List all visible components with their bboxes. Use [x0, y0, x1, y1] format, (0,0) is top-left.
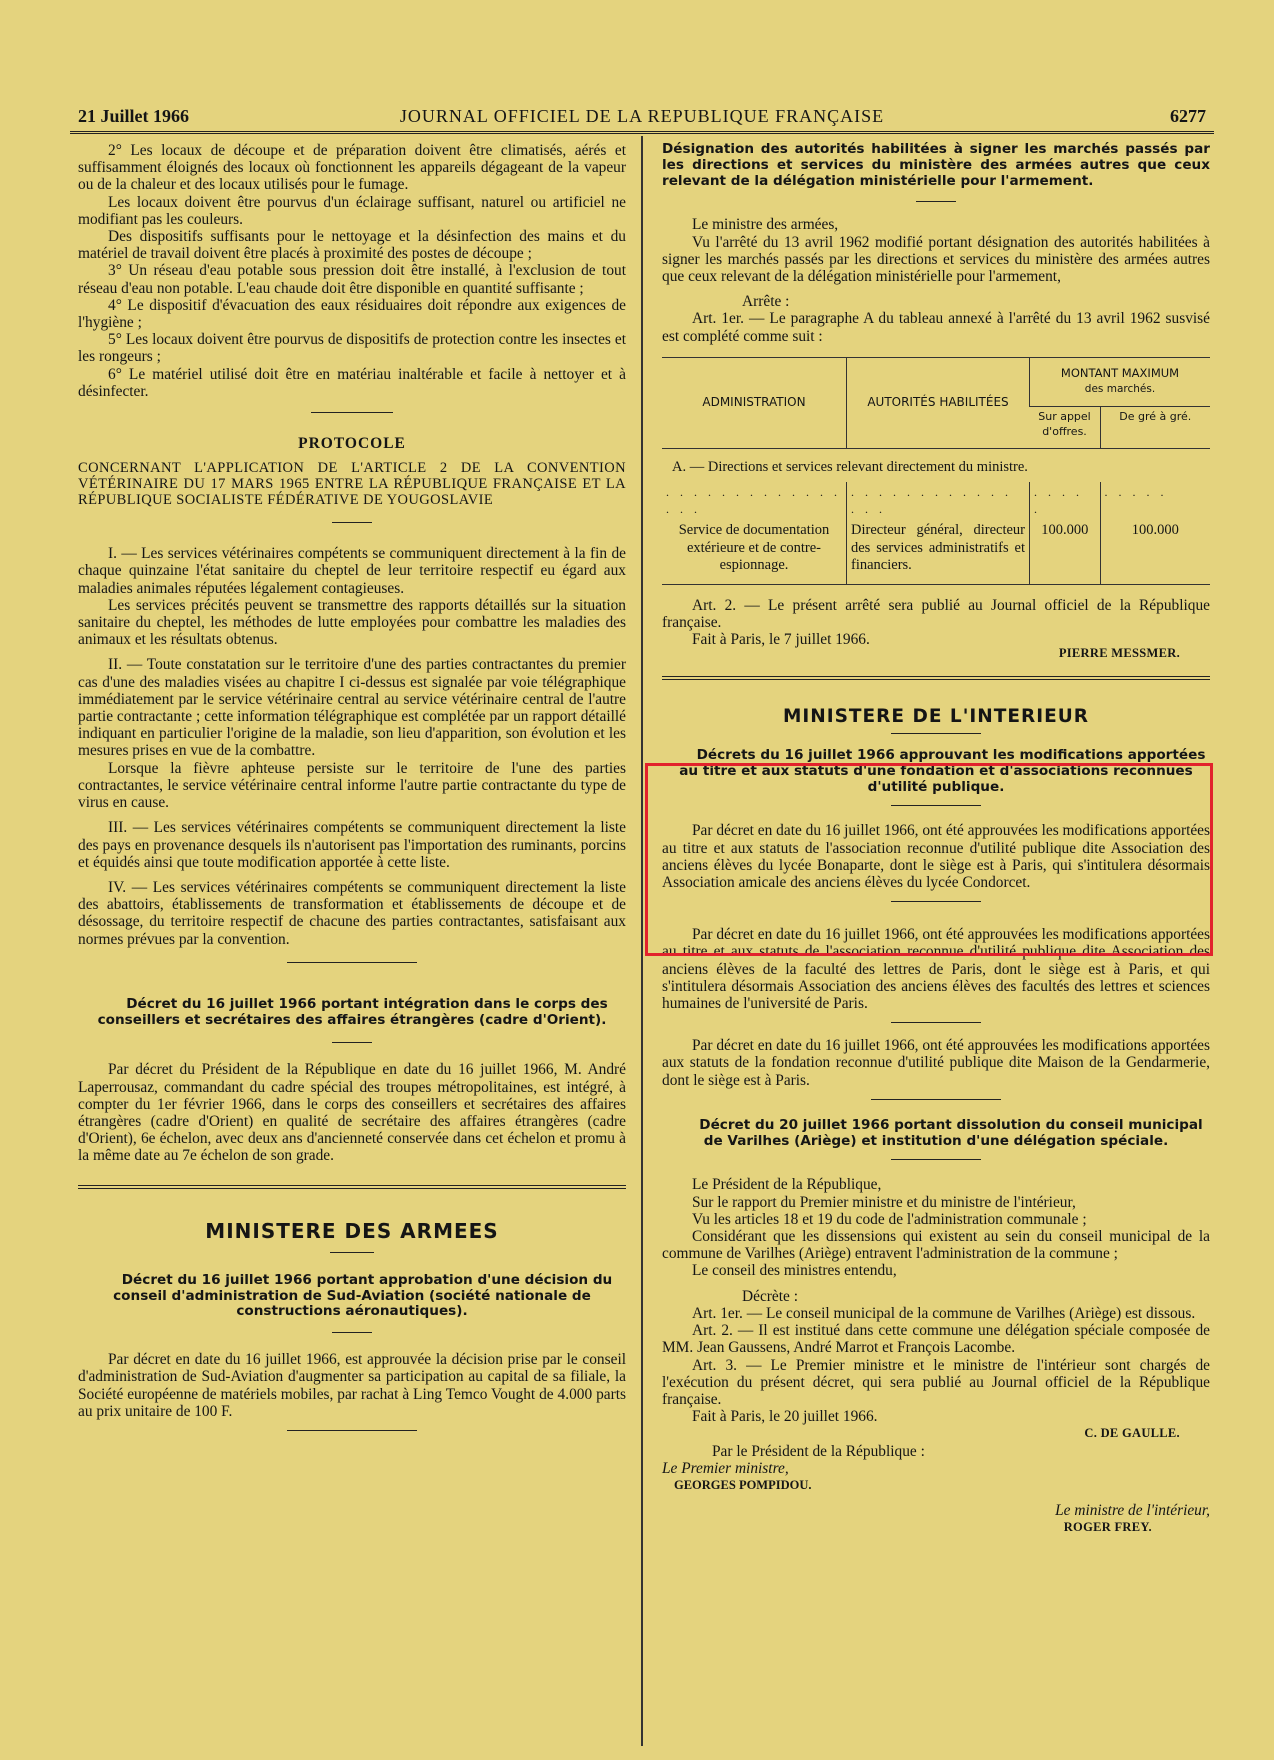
highlight-box — [645, 763, 1213, 956]
arrete-label: Arrête : — [742, 293, 790, 311]
protocole-paragraph: IV. — Les services vétérinaires compétents se communiquent directement la liste des abattoirs, établissements de transformation et établissements de découpe et de désossage, du territoire respectif de chacune des parties contractantes, satisfaisant aux normes prévues par la convention. — [78, 878, 626, 948]
separator — [330, 1252, 374, 1253]
conseil-line: Le conseil des ministres entendu, — [692, 1262, 897, 1280]
separator — [871, 1099, 1001, 1100]
decret-sud-aviation-title: Décret du 16 juillet 1966 portant approbation d'une décision du conseil d'administration de Sud-Aviation (société nationale de constructions aéronautiques). — [113, 1271, 613, 1320]
designation-title: Désignation des autorités habilitées à signer les marchés passés par les directions et services du ministère des armées autres que ceux relevant de la délégation ministérielle pour l'armement. — [662, 141, 1210, 189]
column-divider — [641, 136, 643, 1746]
table-section-a: A. — Directions et services relevant directement du ministre. — [662, 448, 1210, 482]
montant-sublabel: des marchés. — [1084, 382, 1156, 395]
page-header — [78, 106, 1206, 132]
varilhes-art-1: Art. 1er. — Le conseil municipal de la commune de Varilhes (Ariège) est dissous. — [692, 1304, 1196, 1322]
intro-paragraph: 2° Les locaux de découpe et de préparation doivent être climatisés, aérés et suffisamment éloignés des locaux où fonctionnent les appareils dégageant de la vapeur ou de la chaleur et des locaux utilisés pour le fumage. — [78, 142, 626, 194]
fait-paris-1: Fait à Paris, le 7 juillet 1966. — [692, 631, 870, 649]
header-date: 21 Juillet 1966 — [78, 106, 189, 126]
table-header-gre: De gré à gré. — [1100, 407, 1210, 448]
decret-gendarmerie: Par décret en date du 16 juillet 1966, ont été approuvées les modifications apportées aux statuts de la fondation reconnue d'utilité publique dite Maison de la Gendarmerie, dont le siège est à Paris. — [662, 1037, 1210, 1089]
separator — [287, 1430, 417, 1431]
separator — [287, 962, 417, 963]
separator — [332, 1332, 372, 1333]
ministere-armees-title: MINISTERE DES ARMEES — [205, 1218, 499, 1243]
ministere-interieur-title: MINISTERE DE L'INTERIEUR — [782, 705, 1090, 727]
varilhes-art-3: Art. 3. — Le Premier ministre et le ministre de l'intérieur sont chargés de l'exécution du présent décret, qui sera publié au Journal officiel de la République française. — [662, 1356, 1210, 1408]
rapport-line: Sur le rapport du Premier ministre et du ministre de l'intérieur, — [692, 1193, 1076, 1211]
vu-paragraph: Vu l'arrêté du 13 avril 1962 modifié portant désignation des autorités habilitées à signer les marchés passés par les directions et services du ministère des armées autres que ceux relevant de la délégation ministérielle pour l'armement, — [662, 233, 1210, 285]
signature-frey: ROGER FREY. — [1063, 1520, 1152, 1535]
intro-paragraph: 3° Un réseau d'eau potable sous pression doit être installé, à l'exclusion de tout réseau d'eau non potable. L'eau chaude doit être disponible en quantité suffisante ; — [78, 262, 626, 297]
table-row-appel: 100.000 — [1030, 520, 1101, 584]
protocole-paragraph: I. — Les services vétérinaires compétents se communiquent directement à la fin de chaque quinzaine l'état sanitaire du cheptel de leur territoire respectif eu égard aux maladies animales réputées légalement contagieuses. — [78, 545, 626, 597]
signature-pompidou: GEORGES POMPIDOU. — [674, 1477, 812, 1492]
ministre-interieur-line: Le ministre de l'intérieur, — [1055, 1502, 1210, 1520]
varilhes-art-2: Art. 2. — Il est institué dans cette commune une délégation spéciale composée de MM. Jean Gaussens, André Marrot et François Lacombe. — [662, 1322, 1210, 1357]
separator — [891, 733, 981, 734]
separator — [891, 1159, 981, 1160]
table-header-administration: ADMINISTRATION — [662, 357, 847, 448]
separator — [891, 1022, 981, 1023]
decret-varilhes-title: Décret du 20 juillet 1966 portant dissolution du conseil municipal de Varilhes (Ariège) et institution d'une délégation spéciale. — [699, 1116, 1203, 1149]
par-le-president: Par le Président de la République : — [712, 1442, 925, 1460]
intro-paragraph: 6° Le matériel utilisé doit être en matériau inaltérable et facile à nettoyer et à désinfecter. — [78, 365, 626, 400]
vu-articles-line: Vu les articles 18 et 19 du code de l'administration communale ; — [692, 1210, 1087, 1228]
marches-table: ADMINISTRATION AUTORITÉS HABILITÉES MONTANT MAXIMUM des marchés. Sur appel d'offres. De gré à gré. A. — Directions et services relevant directement du ministre. . . . . . . . . . . . . . . . . . . . . . . . . . . . . . . . . . . . . . . . . . Service de documentation extérieure et de contre-espionnage. Directeur général, directeur des services administratifs et financiers. 100.000 100.000 — [662, 357, 1210, 589]
article-2: Art. 2. — Le présent arrêté sera publié au Journal officiel de la République française. — [662, 597, 1210, 632]
decret-integration-title: Décret du 16 juillet 1966 portant intégration dans le corps des conseillers et secrétaires des affaires étrangères (cadre d'Orient). — [97, 995, 608, 1028]
decrete-label: Décrète : — [742, 1287, 798, 1305]
decrets-fondation-title: Décrets du 16 juillet 1966 approuvant les modifications apportées au titre et aux statuts d'une fondation et d'associations reconnues d'utilité publique. — [679, 747, 1206, 795]
protocole-subtitle: CONCERNANT L'APPLICATION DE L'ARTICLE 2 DE LA CONVENTION VÉTÉRINAIRE DU 17 MARS 1965 ENTRE LA RÉPUBLIQUE FRANÇAISE ET LA RÉPUBLIQUE SOCIALISTE FÉDÉRATIVE DE YOUGOSLAVIE — [78, 460, 626, 509]
fait-paris-2: Fait à Paris, le 20 juillet 1966. — [692, 1408, 878, 1426]
protocole-paragraph: Les services précités peuvent se transmettre des rapports détaillés sur la situation sanitaire du cheptel, les méthodes de lutte employées pour combattre les maladies des animaux et les résultats obtenus. — [78, 596, 626, 649]
table-header-appel: Sur appel d'offres. — [1038, 410, 1091, 439]
signature-messmer: PIERRE MESSMER. — [1058, 645, 1180, 660]
intro-paragraph: 4° Le dispositif d'évacuation des eaux résiduaires doit répondre aux exigences de l'hygiène ; — [78, 296, 626, 332]
protocole-title: PROTOCOLE — [298, 435, 406, 453]
montant-label: MONTANT MAXIMUM — [1060, 365, 1180, 380]
double-rule — [662, 676, 1210, 680]
protocole-paragraph: II. — Toute constatation sur le territoire d'une des parties contractantes du premier cas d'une des maladies visées au chapitre I ci-dessus est signalée par voie télégraphique immédiatement par le service vétérinaire central au service vétérinaire central de l'autre partie contractante ; cette information télégraphique est complétée par un rapport détaillé indiquant en particulier l'origine de la maladie, son lieu d'apparition, son évolution et les mesures prises en vue de la combattre. — [78, 656, 626, 760]
decret-integration-body: Par décret du Président de la République en date du 16 juillet 1966, M. André Laperrousaz, commandant du cadre spécial des troupes métropolitaines, est intégré, à compter du 1er février 1966, dans le corps des conseillers et secrétaires des affaires étrangères (cadre d'Orient) en qualité de secrétaire des affaires étrangères (cadre d'Orient), 6e échelon, avec deux ans d'ancienneté conservée dans cet échelon et promu à la même date au 7e échelon de son grade. — [78, 1061, 626, 1165]
page-number: 6277 — [1170, 106, 1206, 126]
premier-ministre-line: Le Premier ministre, — [662, 1459, 789, 1477]
separator — [916, 201, 956, 202]
separator — [332, 522, 372, 523]
table-row-autorite: Directeur général, directeur des services administratifs et financiers. — [847, 520, 1030, 584]
minister-line: Le ministre des armées, — [692, 216, 839, 234]
left-column — [78, 142, 626, 1441]
header-rule — [70, 131, 1214, 134]
decret-faculte-lettres: Par décret en date du 16 juillet 1966, ont été approuvées les modifications apportées au titre et aux statuts de l'association reconnue d'utilité publique dite Association des anciens élèves de la faculté des lettres de Paris, dont le siège est à Paris, et qui s'intitulera désormais Association des anciens élèves des facultés des lettres et sciences humaines de l'université de Paris. — [662, 926, 1210, 1013]
intro-paragraph: 5° Les locaux doivent être pourvus de dispositifs de protection contre les insectes et les rongeurs ; — [78, 331, 626, 366]
considerant-paragraph: Considérant que les dissensions qui existent au sein du conseil municipal de la commune de Varilhes (Ariège) entravent l'administration de la commune ; — [662, 1228, 1210, 1263]
header-title: JOURNAL OFFICIEL DE LA REPUBLIQUE FRANÇAISE — [399, 106, 885, 126]
article-1: Art. 1er. — Le paragraphe A du tableau annexé à l'arrêté du 13 avril 1962 susvisé est complété comme suit : — [662, 310, 1210, 345]
separator — [332, 1042, 372, 1043]
intro-paragraph: Les locaux doivent être pourvus d'un éclairage suffisant, naturel ou artificiel ne modifiant pas les couleurs. — [78, 193, 626, 228]
decret-condorcet: Par décret en date du 16 juillet 1966, ont été approuvées les modifications apportées au titre et aux statuts de l'association reconnue d'utilité publique dite Association des anciens élèves du lycée Bonaparte, dont le siège est à Paris, qui s'intitulera désormais Association amicale des anciens élèves du lycée Condorcet. — [662, 822, 1210, 892]
intro-paragraph: Des dispositifs suffisants pour le nettoyage et la désinfection des mains et du matériel de travail doivent être placés à proximité des postes de découpe ; — [78, 228, 626, 263]
table-row-gre: 100.000 — [1100, 520, 1210, 584]
decret-sud-aviation-body: Par décret en date du 16 juillet 1966, est approuvée la décision prise par le conseil d'administration de Sud-Aviation d'augmenter sa participation au capital de sa filiale, la Société européenne de matériels mobiles, par rachat à Ling Temco Vought de 4.000 parts au prix unitaire de 100 F. — [78, 1351, 626, 1420]
table-row-admin: Service de documentation extérieure et de contre-espionnage. — [678, 522, 830, 573]
table-header-montant — [1030, 357, 1211, 407]
president-line: Le Président de la République, — [692, 1176, 882, 1194]
protocole-paragraph: Lorsque la fièvre aphteuse persiste sur le territoire de l'une des parties contractantes, le service vétérinaire central informe l'autre partie contractante du type de virus en cause. — [78, 759, 626, 812]
double-rule — [78, 1185, 626, 1189]
separator — [311, 412, 393, 413]
table-header-autorites: AUTORITÉS HABILITÉES — [847, 357, 1030, 448]
protocole-paragraph: III. — Les services vétérinaires compétents se communiquent directement la liste des pays en provenance desquels ils n'autorisent pas l'importation des ruminants, porcins et équidés ainsi que toute modification apportée à cette liste. — [78, 819, 626, 871]
signature-de-gaulle: C. DE GAULLE. — [1084, 1426, 1180, 1441]
